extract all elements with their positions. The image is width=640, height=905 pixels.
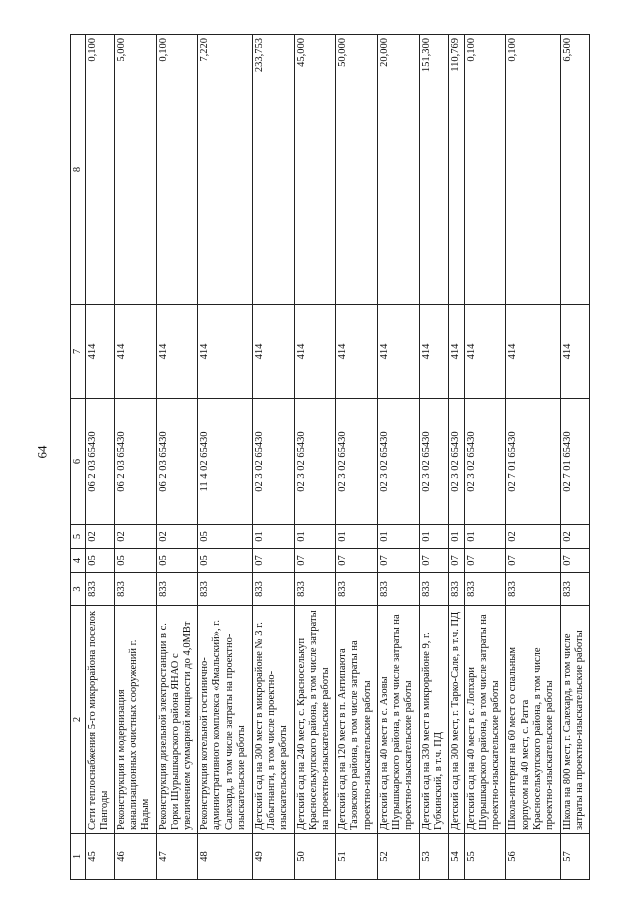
ministry-code: 833 [378,573,420,606]
section-code: 05 [156,549,198,573]
ministry-code: 833 [86,573,115,606]
ministry-code: 833 [561,573,590,606]
table-row [561,35,590,880]
target-article: 02 3 02 65430 [464,399,506,525]
section-code: 05 [198,549,253,573]
row-number: 51 [336,834,378,880]
ministry-code: 833 [506,573,561,606]
subsection-code: 02 [86,525,115,549]
subsection-code: 01 [336,525,378,549]
target-article: 02 3 02 65430 [294,399,336,525]
page-number: 64 [34,445,50,459]
subsection-code: 02 [114,525,156,549]
table-row [252,35,294,880]
object-name: Сети теплоснабжения 5-го микрорайона поселок Пангоды [86,606,115,834]
section-code: 07 [336,549,378,573]
ministry-code: 833 [156,573,198,606]
amount: 5,000 [114,35,156,305]
subsection-code: 01 [252,525,294,549]
target-article: 11 4 02 65430 [198,399,253,525]
row-number: 55 [464,834,506,880]
section-code: 07 [378,549,420,573]
target-article: 02 7 01 65430 [561,399,590,525]
row-number: 50 [294,834,336,880]
target-article: 02 3 02 65430 [378,399,420,525]
object-name: Школа на 800 мест, г. Салехард, в том числе затраты на проектно-изыскательские работы [561,606,590,834]
row-number: 49 [252,834,294,880]
header-col-5: 5 [71,525,86,549]
target-article: 06 2 03 65430 [86,399,115,525]
object-name: Детский сад на 120 мест в п. Антипаюта Тазовского района, в том числе затраты на проектно-изыскательские работы [336,606,378,834]
expense-type: 414 [336,305,378,399]
rotated-table-container [70,35,590,880]
expense-type: 414 [419,305,448,399]
row-number: 57 [561,834,590,880]
ministry-code: 833 [448,573,464,606]
row-number: 53 [419,834,448,880]
section-code: 05 [86,549,115,573]
expense-type: 414 [464,305,506,399]
header-col-3: 3 [71,573,86,606]
target-article: 06 2 03 65430 [114,399,156,525]
amount: 233,753 [252,35,294,305]
table-row [198,35,253,880]
object-name: Детский сад на 240 мест, с. Красноселькуп Красноселькупского района, в том числе затраты на проектно-изыскательские работы [294,606,336,834]
ministry-code: 833 [114,573,156,606]
target-article: 02 3 02 65430 [336,399,378,525]
table-row [448,35,464,880]
amount: 0,100 [156,35,198,305]
expense-type: 414 [156,305,198,399]
subsection-code: 02 [156,525,198,549]
header-col-4: 4 [71,549,86,573]
amount: 7,220 [198,35,253,305]
expense-type: 414 [448,305,464,399]
table-row [86,35,115,880]
row-number: 47 [156,834,198,880]
section-code: 07 [448,549,464,573]
subsection-code: 01 [294,525,336,549]
row-number: 56 [506,834,561,880]
amount: 0,100 [86,35,115,305]
section-code: 07 [419,549,448,573]
subsection-code: 01 [448,525,464,549]
row-number: 52 [378,834,420,880]
object-name: Детский сад на 330 мест в микрорайоне 9, г. Губкинский, в т.ч. ПД [419,606,448,834]
section-code: 05 [114,549,156,573]
expense-type: 414 [86,305,115,399]
ministry-code: 833 [294,573,336,606]
object-name: Детский сад на 300 мест в микрорайоне № 3 г. Лабытнанги, в том числе проектно-изыскательские работы [252,606,294,834]
target-article: 06 2 03 65430 [156,399,198,525]
table-row [156,35,198,880]
row-number: 46 [114,834,156,880]
target-article: 02 3 02 65430 [419,399,448,525]
row-number: 54 [448,834,464,880]
object-name: Детский сад на 300 мест, г. Тарко-Сале, в т.ч. ПД [448,606,464,834]
header-col-7: 7 [71,305,86,399]
expense-type: 414 [114,305,156,399]
amount: 45,000 [294,35,336,305]
header-row [71,35,86,880]
target-article: 02 3 02 65430 [448,399,464,525]
ministry-code: 833 [252,573,294,606]
target-article: 02 3 02 65430 [252,399,294,525]
subsection-code: 01 [464,525,506,549]
object-name: Детский сад на 40 мест в с. Лопхари Шурышкарского района, в том числе затраты на проектно-изыскательские работы [464,606,506,834]
table-row [419,35,448,880]
expense-type: 414 [378,305,420,399]
object-name: Детский сад на 40 мест в с. Азовы Шурышкарского района, в том числе затраты на проектно-изыскательские работы [378,606,420,834]
subsection-code: 01 [419,525,448,549]
ministry-code: 833 [464,573,506,606]
table-row [506,35,561,880]
section-code: 07 [506,549,561,573]
expense-type: 414 [294,305,336,399]
amount: 151,300 [419,35,448,305]
header-col-6: 6 [71,399,86,525]
budget-table [70,34,590,880]
amount: 0,100 [506,35,561,305]
section-code: 07 [561,549,590,573]
expense-type: 414 [252,305,294,399]
subsection-code: 02 [506,525,561,549]
subsection-code: 02 [561,525,590,549]
table-row [336,35,378,880]
object-name: Школа-интернат на 60 мест со спальным корпусом на 40 мест, с. Ратта Красноселькупского района, в том числе проектно-изыскательские работы [506,606,561,834]
table-row [464,35,506,880]
amount: 20,000 [378,35,420,305]
object-name: Реконструкция котельной гостинично-административного комплекса «Ямальский», г. Салехард, в том числе затраты на проектно-изыскательские работы [198,606,253,834]
section-code: 07 [252,549,294,573]
amount: 110,769 [448,35,464,305]
table-row [294,35,336,880]
expense-type: 414 [506,305,561,399]
ministry-code: 833 [198,573,253,606]
section-code: 07 [294,549,336,573]
subsection-code: 01 [378,525,420,549]
table-row [378,35,420,880]
header-col-2: 2 [71,606,86,834]
table-row [114,35,156,880]
expense-type: 414 [561,305,590,399]
amount: 50,000 [336,35,378,305]
row-number: 48 [198,834,253,880]
subsection-code: 05 [198,525,253,549]
object-name: Реконструкция дизельной электростанции в с. Горки Шурышкарского района ЯНАО с увеличением суммарной мощности до 4,0МВт [156,606,198,834]
object-name: Реконструкция и модернизация канализационных очистных сооружений г. Надым [114,606,156,834]
ministry-code: 833 [336,573,378,606]
amount: 0,100 [464,35,506,305]
header-col-8: 8 [71,35,86,305]
target-article: 02 7 01 65430 [506,399,561,525]
amount: 6,500 [561,35,590,305]
header-col-1: 1 [71,834,86,880]
ministry-code: 833 [419,573,448,606]
row-number: 45 [86,834,115,880]
expense-type: 414 [198,305,253,399]
section-code: 07 [464,549,506,573]
